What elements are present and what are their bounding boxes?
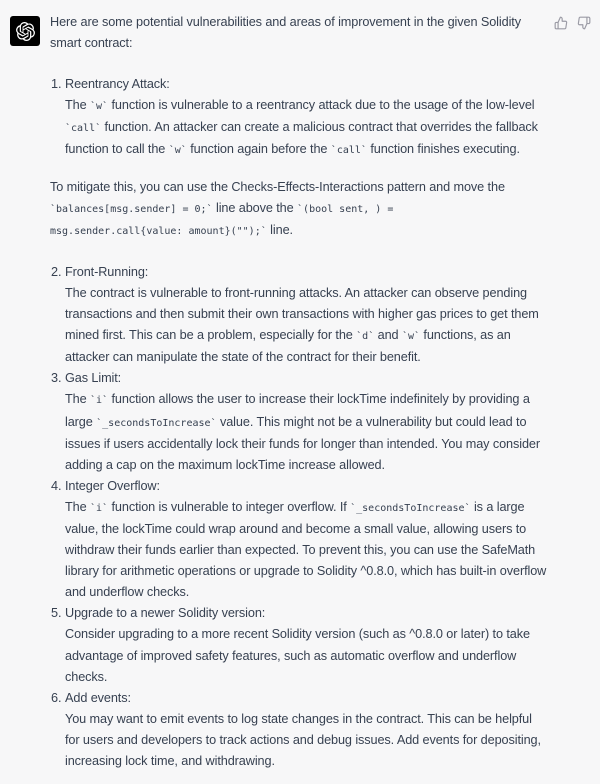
inline-code: `w` [401, 331, 420, 343]
text-run: is a large value, the lockTime could wrap around and become a small value, allowing users to withdraw their funds earlier than expected. To prevent this, you can use the SafeMath library for arithmetic operations or upgrade to Solidity ^0.8.0, which has built-in overflow and underflow checks. [65, 499, 547, 600]
inline-code: `call` [65, 123, 102, 135]
list-item [51, 74, 548, 161]
paragraph [50, 12, 548, 54]
text-run: line. [266, 222, 293, 237]
text-run: Integer Overflow: [65, 478, 160, 493]
assistant-avatar [10, 16, 40, 46]
paragraph [50, 177, 548, 242]
inline-code: `w` [90, 101, 109, 113]
inline-code: msg.sender.call{value: amount}("");` [50, 225, 267, 237]
list-item-content [65, 74, 548, 161]
message-body [50, 12, 548, 772]
inline-code: `w` [168, 145, 187, 157]
list-item-number: 3. [51, 371, 62, 386]
thumbs-down-icon [577, 16, 591, 30]
text-run: value. This might not be a vulnerability but could lead to issues if users accidentally lock their funds for longer than intended. You may consider adding a cap on the maximum lockTime increase allowed. [65, 414, 541, 472]
list-item-content [65, 262, 548, 368]
list-item [51, 368, 548, 475]
numbered-list [50, 74, 548, 161]
text-run: Front-Running: [65, 264, 149, 279]
text-run: Reentrancy Attack: [65, 77, 170, 92]
message-actions [554, 16, 591, 30]
list-item-number: 4. [51, 478, 62, 493]
inline-code: `call` [330, 145, 367, 157]
inline-code: `i` [90, 395, 109, 407]
thumbs-down-button[interactable] [577, 16, 591, 30]
text-run: The contract is vulnerable to front-running attacks. An attacker can observe pending transactions and then submit their own transactions with higher gas prices to get them mined first. This can be a problem, especially for the [65, 285, 539, 343]
list-item [51, 262, 548, 368]
text-run: Gas Limit: [65, 371, 122, 386]
inline-code: `_secondsToIncrease` [350, 502, 471, 514]
text-run: function again before the [186, 142, 331, 157]
thumbs-up-icon [554, 16, 568, 30]
text-run: Upgrade to a newer Solidity version: [65, 606, 266, 621]
list-item-number: 1. [51, 77, 62, 92]
list-item-number: 6. [51, 690, 62, 705]
list-item [51, 688, 548, 772]
text-run: You may want to emit events to log state changes in the contract. This can be helpful for users and developers to track actions and debug issues. Add events for depositing, increasing lock time, and withdrawing. [65, 711, 541, 768]
text-run: function finishes executing. [366, 142, 520, 157]
thumbs-up-button[interactable] [554, 16, 568, 30]
list-item [51, 476, 548, 604]
text-run: Add events: [65, 690, 131, 705]
list-item-number: 5. [51, 606, 62, 621]
inline-code: `_secondsToIncrease` [96, 417, 217, 429]
text-run: function. An attacker can create a malicious contract that overrides the fallback function to call the [65, 120, 538, 157]
numbered-list [50, 262, 548, 772]
text-run: and [374, 328, 402, 343]
openai-logo-icon [16, 22, 35, 41]
list-item [51, 603, 548, 687]
list-item-number: 2. [51, 264, 62, 279]
list-item-content [65, 603, 548, 687]
text-run: functions, as an attacker can manipulate the state of the contract for their benefit. [65, 328, 511, 365]
list-item-content [65, 476, 548, 604]
text-run: function allows the user to increase their lockTime indefinitely by providing a large [65, 392, 530, 429]
inline-code: `balances[msg.sender] = 0;` [50, 203, 213, 215]
inline-code: `(bool sent, ) = [297, 203, 394, 215]
text-run: The [65, 499, 90, 514]
text-run: function is vulnerable to integer overflow. If [108, 499, 351, 514]
text-run: To mitigate this, you can use the Checks-Effects-Interactions pattern and move the [50, 179, 505, 194]
list-item-content [65, 688, 548, 772]
text-run: The [65, 392, 90, 407]
inline-code: `d` [356, 331, 375, 343]
text-run: Consider upgrading to a more recent Solidity version (such as ^0.8.0 or later) to take advantage of improved safety features, such as automatic overflow and underflow checks. [65, 627, 530, 684]
inline-code: `i` [90, 502, 109, 514]
text-run: The [65, 98, 90, 113]
text-run: function is vulnerable to a reentrancy attack due to the usage of the low-level [108, 98, 535, 113]
text-run: line above the [212, 200, 298, 215]
text-run: Here are some potential vulnerabilities and areas of improvement in the given Solidity smart contract: [50, 15, 521, 51]
list-item-content [65, 368, 548, 475]
